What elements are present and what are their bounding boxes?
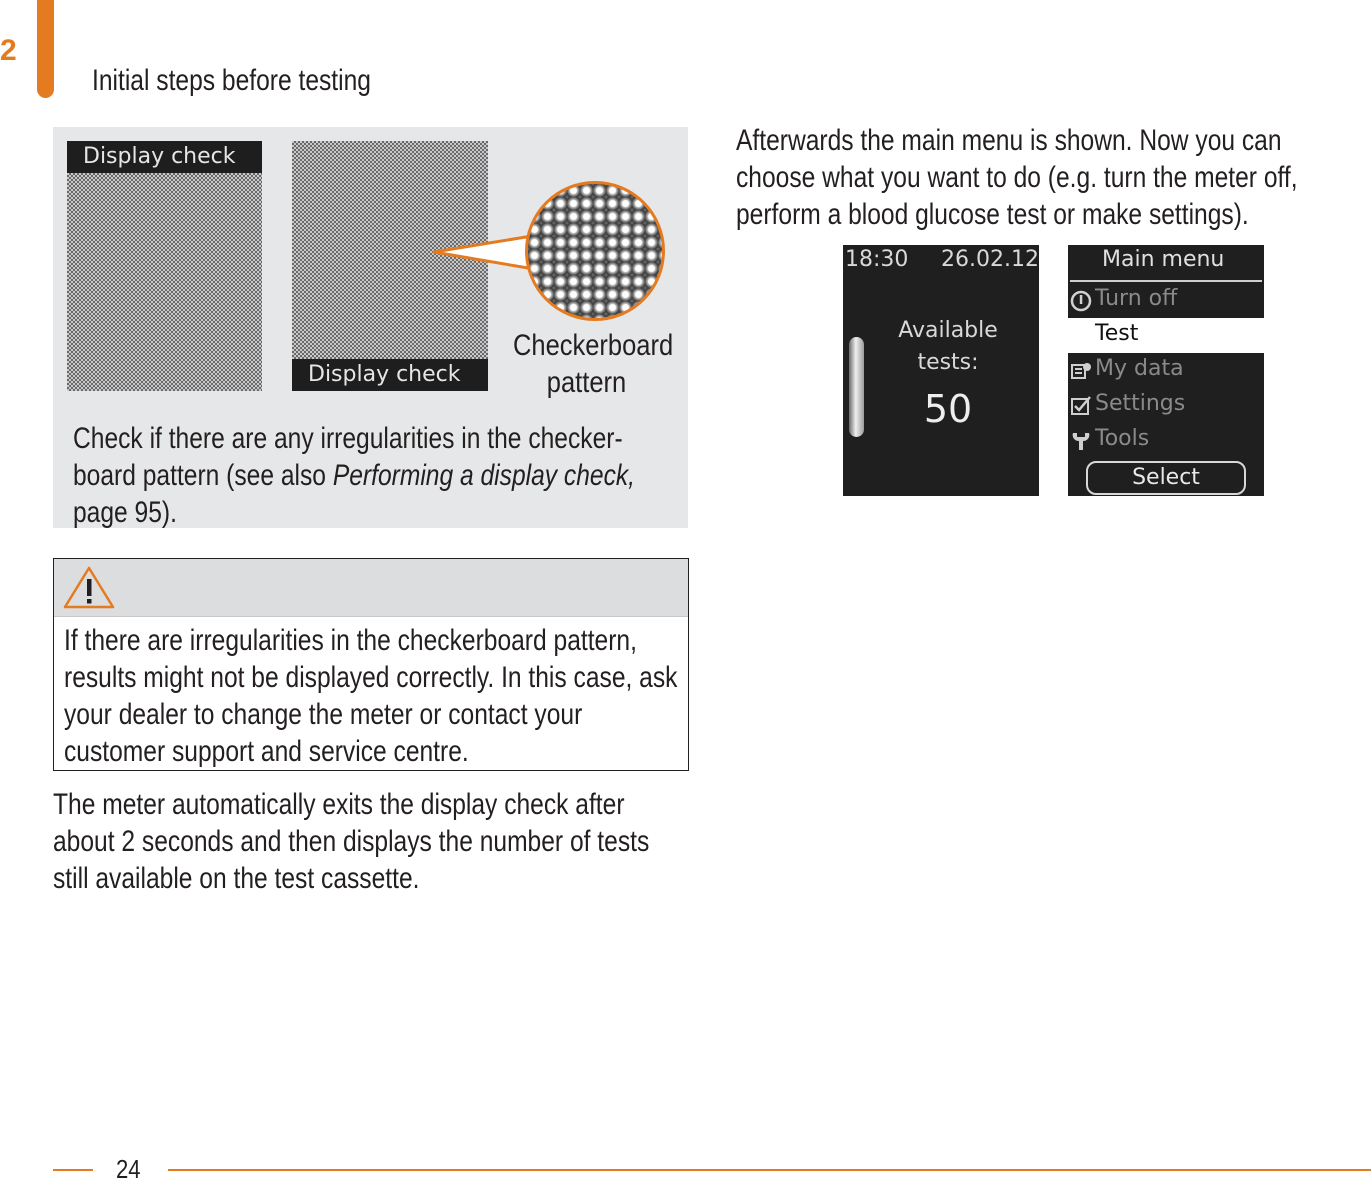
menu-item-label: Settings xyxy=(1095,391,1186,416)
main-menu-title: Main menu xyxy=(1102,247,1225,272)
page-number: 24 xyxy=(116,1154,141,1181)
main-menu-divider xyxy=(1070,280,1262,282)
available-tests-count: 50 xyxy=(923,387,973,431)
data-icon xyxy=(1070,360,1092,382)
menu-item-label: Test xyxy=(1095,321,1139,346)
screen-date: 26.02.12 xyxy=(941,247,1039,272)
select-button[interactable]: Select xyxy=(1086,461,1246,495)
display-check-label-bottom: Display check xyxy=(292,359,488,391)
footer-rule-right xyxy=(168,1169,1371,1171)
warning-box xyxy=(53,558,689,771)
main-menu-screen xyxy=(1068,245,1264,496)
menu-item-label: Turn off xyxy=(1095,286,1178,311)
caption-part-1: Check if there are any irregularities in the checker-board pattern (see also xyxy=(73,422,623,492)
chapter-number: 2 xyxy=(0,34,17,67)
footer-rule-left xyxy=(53,1169,93,1171)
menu-item-settings[interactable] xyxy=(1068,388,1264,423)
menu-item-turn-off[interactable] xyxy=(1068,283,1264,318)
screen-time: 18:30 xyxy=(845,247,909,272)
warning-text: If there are irregularities in the checkerboard pattern, results might not be displayed correctly. In this case, ask your dealer to change the meter or contact your customer support and service centre. xyxy=(64,624,678,768)
menu-item-test[interactable] xyxy=(1068,318,1264,353)
cassette-icon xyxy=(849,337,864,437)
checkerboard-zoom-circle xyxy=(525,181,665,321)
caption-reference: Performing a display check, xyxy=(332,459,636,492)
caption-part-2: page 95). xyxy=(73,496,177,529)
menu-item-my-data[interactable] xyxy=(1068,353,1264,388)
checkbox-icon xyxy=(1070,395,1092,417)
available-tests-label: Available tests: xyxy=(898,318,998,375)
left-paragraph: The meter automatically exits the display check after about 2 seconds and then displays the number of tests still available on the test cassette. xyxy=(53,788,650,895)
menu-item-label: Tools xyxy=(1095,426,1150,451)
warning-header xyxy=(54,559,688,617)
checkerboard-caption: Checkerboard pattern xyxy=(512,329,674,399)
right-paragraph: Afterwards the main menu is shown. Now you can choose what you want to do (e.g. turn the meter off, perform a blood glucose test or make settings). xyxy=(736,124,1298,231)
power-icon xyxy=(1070,290,1092,312)
menu-item-label: My data xyxy=(1095,356,1184,381)
wrench-icon xyxy=(1070,430,1092,452)
display-check-label-top: Display check xyxy=(67,141,262,173)
drop-icon xyxy=(1070,325,1092,347)
warning-triangle-icon xyxy=(62,564,116,615)
menu-item-tools[interactable] xyxy=(1068,423,1264,458)
figure-caption-text xyxy=(73,420,655,531)
available-tests-screen xyxy=(843,245,1039,496)
section-title: Initial steps before testing xyxy=(92,64,371,97)
